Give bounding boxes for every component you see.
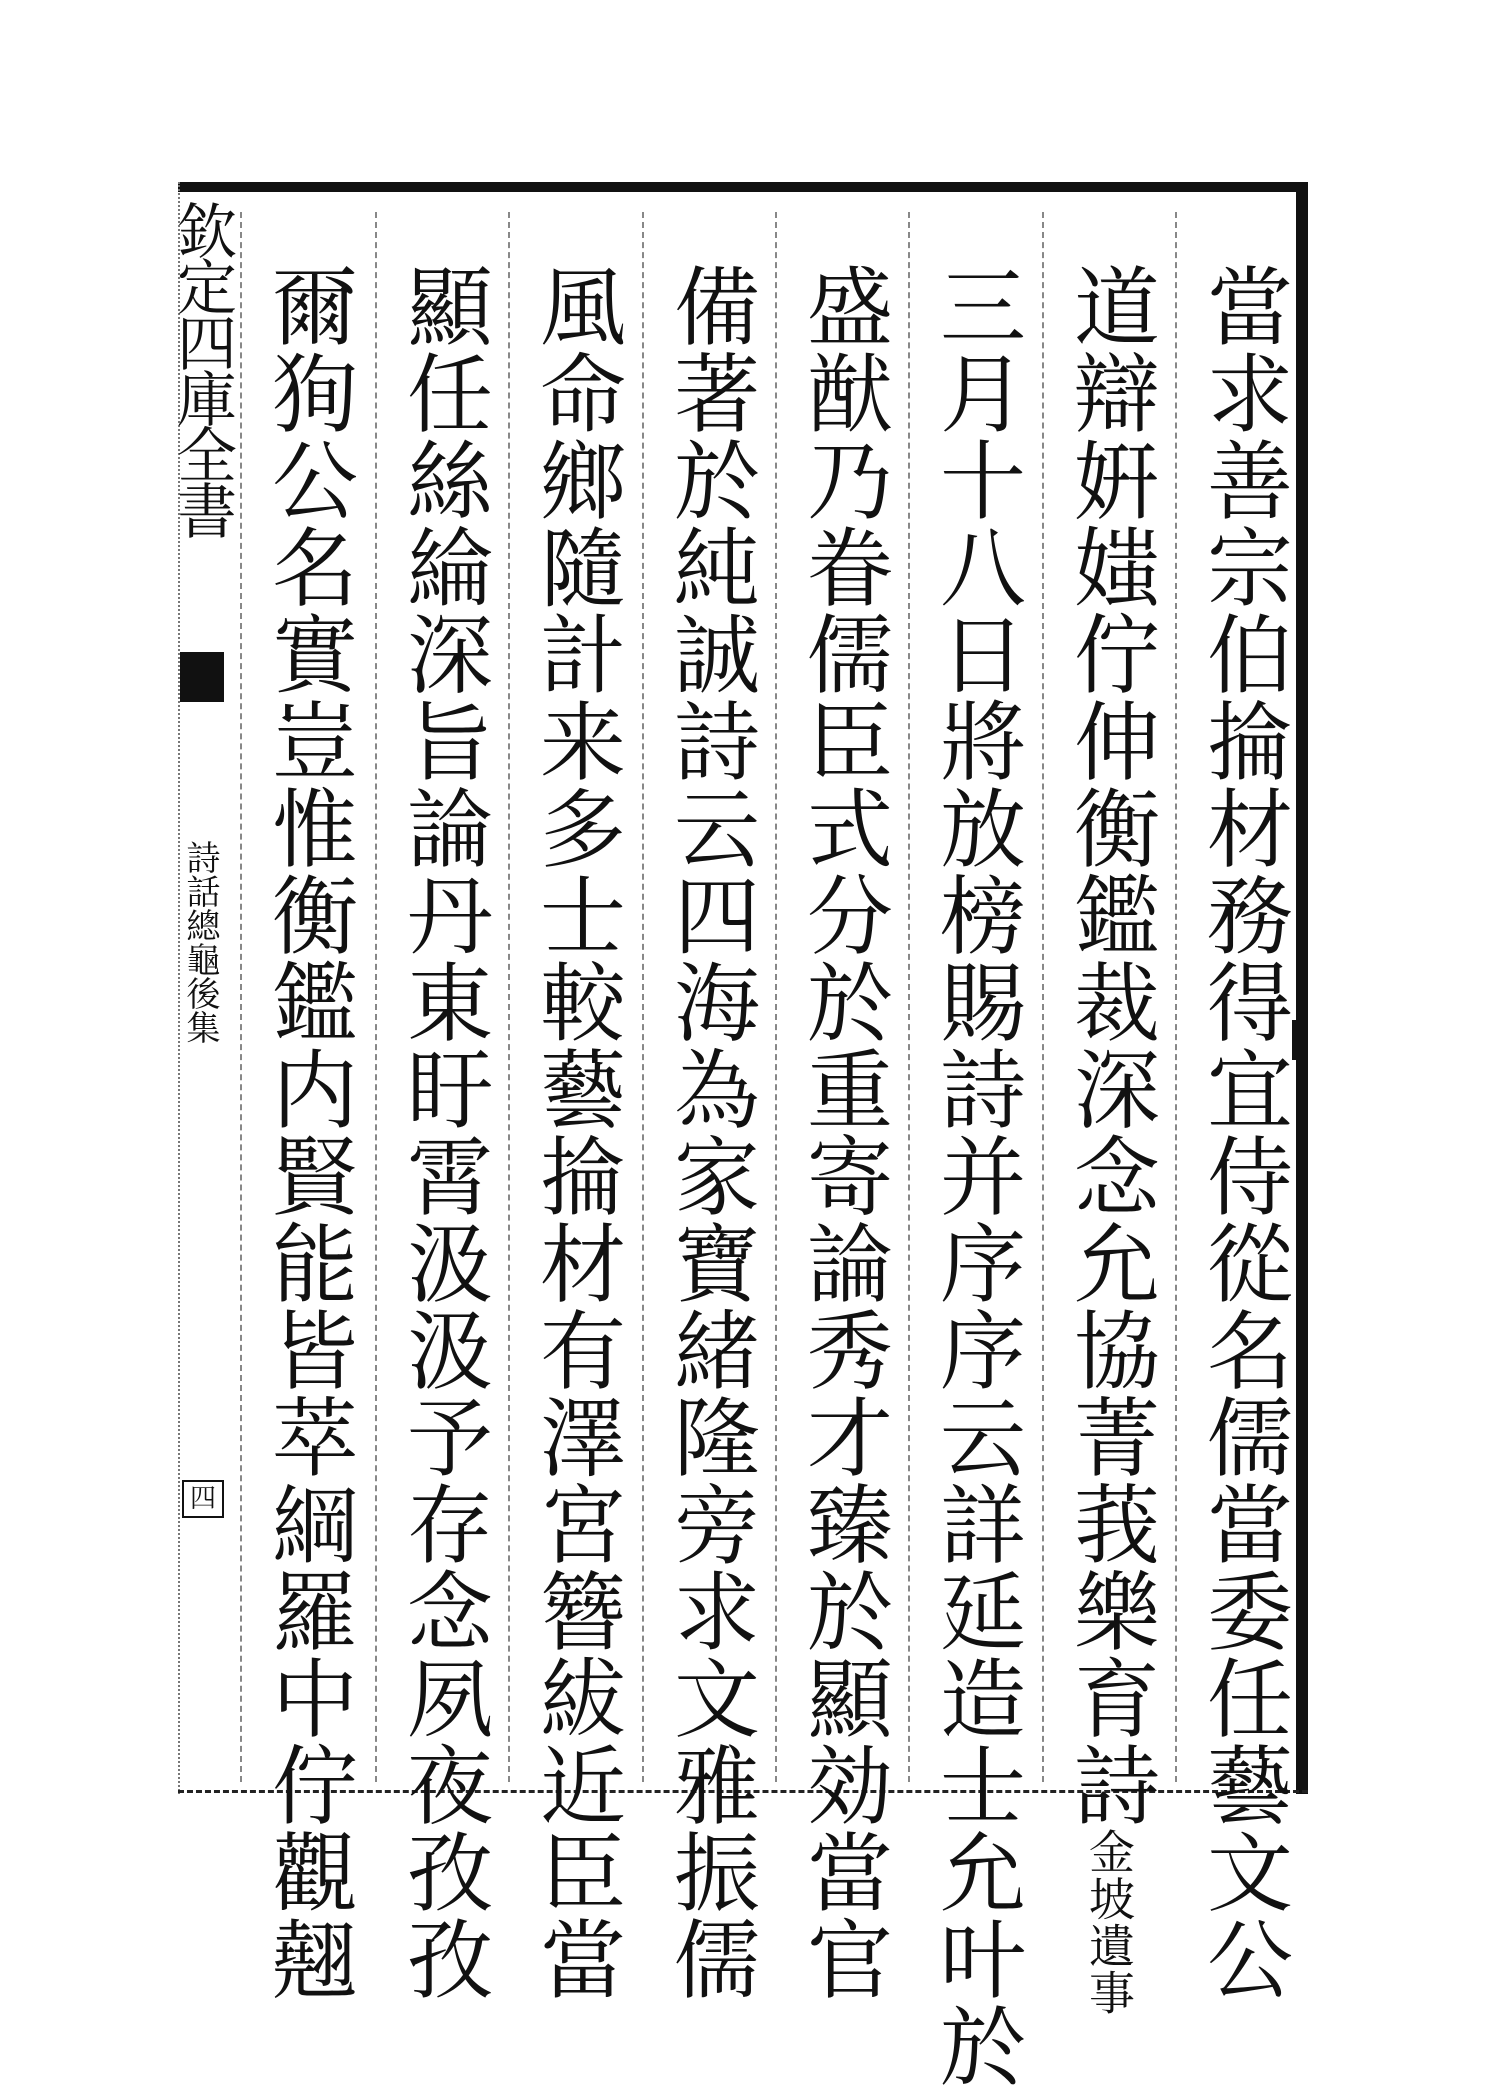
- column-text: 備著於純誠詩云四海為家寶緒隆旁求文雅振儒: [659, 262, 759, 2002]
- small-annotation: 金坡遺事: [1082, 1828, 1136, 2016]
- column-text: 盛猷乃眷儒臣式分於重寄論秀才臻於顯効當官: [792, 262, 892, 2002]
- column-text: 三月十八日將放榜賜詩并序序云詳延造士允叶於: [925, 262, 1025, 2089]
- column-rule: [642, 212, 644, 1782]
- column-rule: [375, 212, 377, 1782]
- column-rule: [908, 212, 910, 1782]
- margin-title: 欽定四庫全書: [167, 200, 237, 536]
- column-text: 當求善宗伯掄材務得宜侍從名儒當委任藝文公: [1192, 262, 1292, 2002]
- column-text: 爾狥公名實豈惟衡鑑内賢能皆萃綱羅中佇觀翹: [257, 262, 357, 2002]
- text-column-3: [920, 262, 1030, 2089]
- text-column-6: [520, 262, 630, 2002]
- column-text: 顯任絲綸深旨論丹東盱霄汲汲予存念夙夜孜孜: [392, 262, 492, 2002]
- column-rule: [1042, 212, 1044, 1782]
- column-rule: [1175, 212, 1177, 1782]
- text-column-1: [1187, 262, 1297, 2002]
- text-column-5: [654, 262, 764, 2002]
- column-rule: [775, 212, 777, 1782]
- column-text: 風命鄉隨計来多士較藝掄材有澤宮簪紱近臣當: [525, 262, 625, 2002]
- column-rule: [508, 212, 510, 1782]
- column-text: 道辯姸媸佇伸衡鑑裁深念允協菁莪樂育詩: [1059, 262, 1159, 1828]
- text-column-8: [252, 262, 362, 2002]
- column-rule: [240, 212, 242, 1782]
- margin-subtitle: 詩話總龜後集: [180, 840, 220, 1044]
- margin-fishtail-block: [180, 652, 224, 702]
- text-column-7: [387, 262, 497, 2002]
- text-column-2: [1054, 262, 1164, 2016]
- text-column-4: [787, 262, 897, 2002]
- page-number: 四: [182, 1480, 224, 1518]
